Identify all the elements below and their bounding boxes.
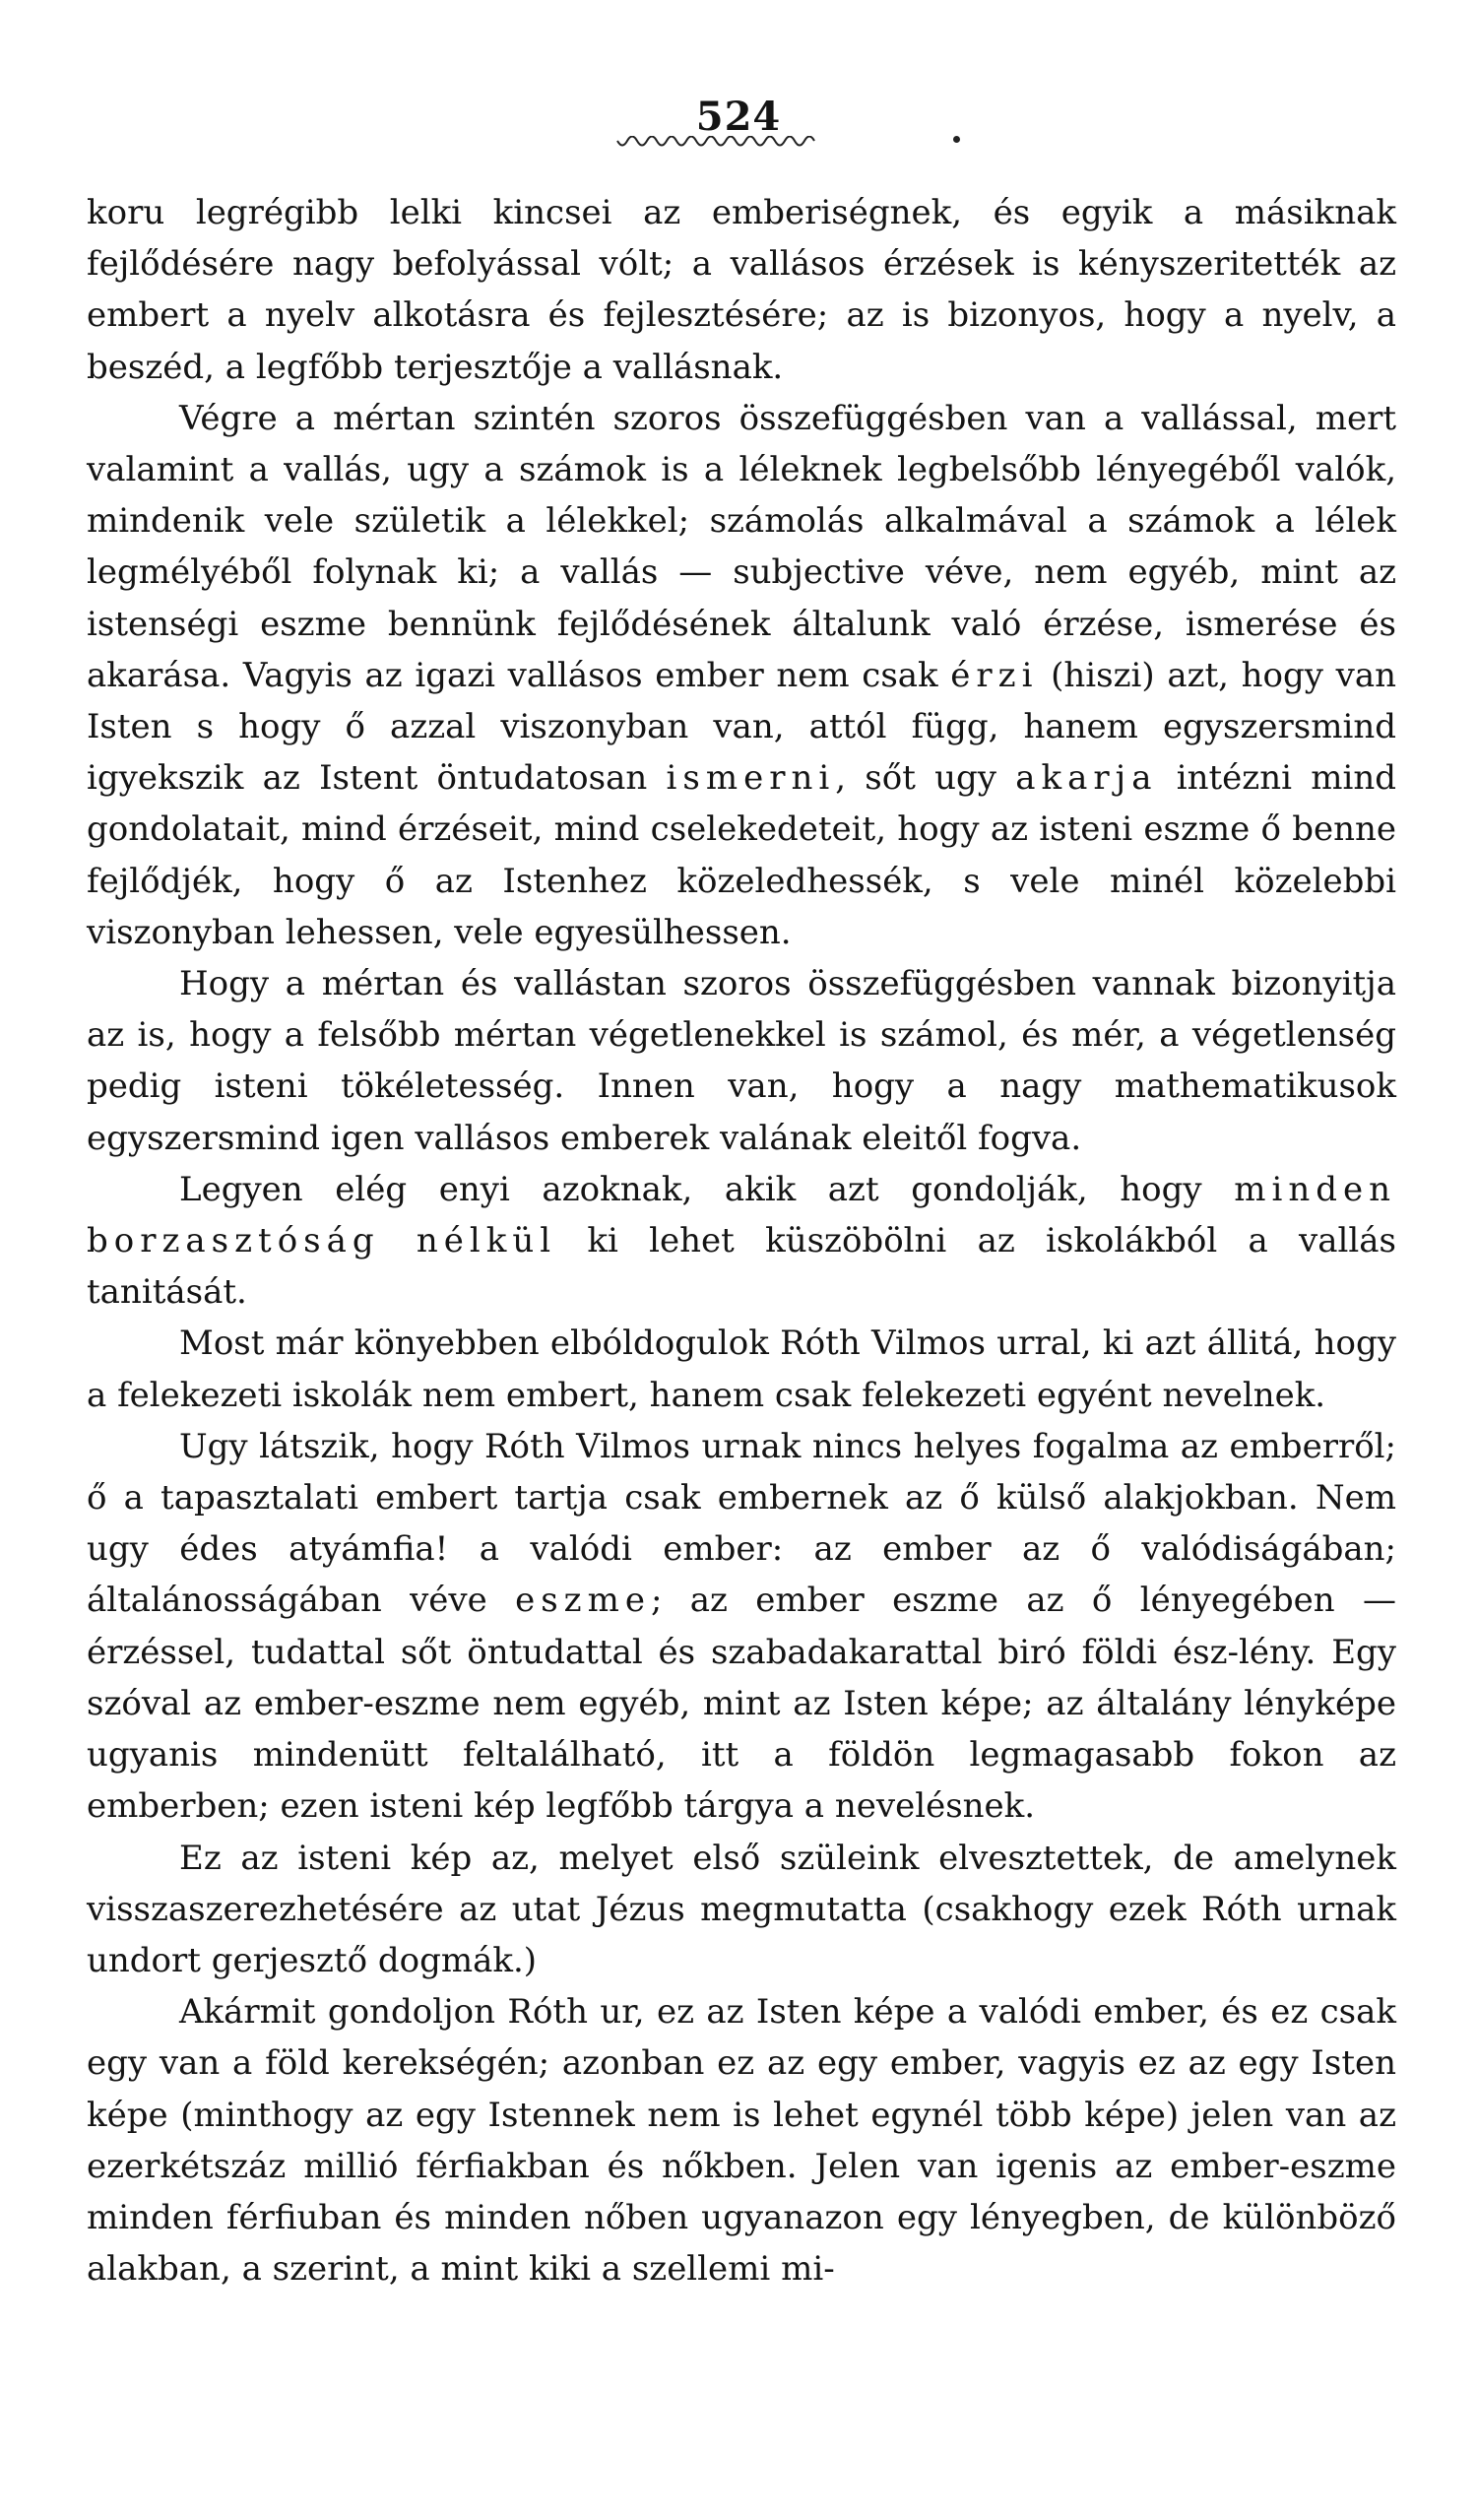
- paragraph-2: [87, 393, 1396, 958]
- paragraph-7: [87, 1833, 1396, 1987]
- ink-speck: [953, 136, 960, 143]
- body-text: [87, 187, 1396, 2294]
- page-number: 524: [695, 94, 782, 140]
- wavy-rule-ornament: [615, 136, 822, 152]
- text-segment: , sőt ugy: [835, 758, 1016, 799]
- text-segment: Most már könyebben elbóldogulok Róth Vilmos urral, ki azt állitá, hogy a felekezeti iskolák nem embert, hanem csak felekezeti egyént nevelnek.: [87, 1324, 1396, 1415]
- text-segment: Akármit gondoljon Róth ur, ez az Isten képe a valódi ember, és ez csak egy van a föld kerekségén; azonban ez az egy ember, vagyis ez az egy Isten képe (minthogy az egy Istennek nem is lehet egynél több képe) jelen van az ezerkétszáz millió férfiakban és nőkben. Jelen van igenis az ember-eszme minden férfiuban és minden nőben ugyanazon egy lényegben, de különböző alakban, a szerint, a mint kiki a szellemi mi-: [87, 1992, 1396, 2290]
- text-segment: ki lehet küszöbölni az iskolákból a vallás tanitását.: [87, 1221, 1396, 1313]
- paragraph-1: [87, 187, 1396, 393]
- text-segment: Hogy a mértan és vallástan szoros összefüggésben vannak bizonyitja az is, hogy a felsőbb mértan végetlenekkel is számol, és mér, a végetlenség pedig isteni tökéletesség. Innen van, hogy a nagy mathematikusok egyszersmind igen vallásos emberek valának eleitől fogva.: [87, 964, 1396, 1158]
- paragraph-5: [87, 1318, 1396, 1420]
- paragraph-8: [87, 1986, 1396, 2294]
- text-segment: koru legrégibb lelki kincsei az emberiségnek, és egyik a másiknak fejlődésére nagy befolyással vólt; a vallásos érzések is kényszeritették az embert a nyelv alkotásra és fejlesztésére; az is bizonyos, hogy a nyelv, a beszéd, a legfőbb terjesztője a vallásnak.: [87, 193, 1396, 387]
- text-segment: Ugy látszik, hogy Róth Vilmos urnak nincs helyes fogalma az emberről; ő a tapasztalati embert tartja csak embernek az ő külső alakjokban. Nem ugy édes atyámfia! a valódi ember: az ember az ő valódiságában; általánosságában véve: [87, 1426, 1396, 1621]
- emphasized-spaced-word: akarja: [1015, 758, 1158, 799]
- emphasized-spaced-word: ismerni: [666, 758, 836, 799]
- emphasized-spaced-word: minden borzasztóság nélkül: [87, 1169, 1396, 1261]
- text-segment: Végre a mértan szintén szoros összefüggésben van a vallással, mert valamint a vallás, ugy a számok is a léleknek legbelsőbb lényegéből valók, mindenik vele születik a lélekkel; számolás alkalmával a számok a lélek legmélyéből folynak ki; a vallás — subjective véve, nem egyéb, mint az istenségi eszme bennünk fejlődésének általunk való érzése, ismerése és akarása. Vagyis az igazi vallásos ember nem csak: [87, 398, 1396, 695]
- paragraph-4: [87, 1164, 1396, 1319]
- text-segment: Ez az isteni kép az, melyet első szüleink elvesztettek, de amelynek visszaszerezhetésére az utat Jézus megmutatta (csakhogy ezek Róth urnak undort gerjesztő dogmák.): [87, 1838, 1396, 1980]
- text-segment: (hiszi) azt, hogy van Isten s hogy ő azzal viszonyban van, attól függ, hanem egyszersmind igyekszik az Istent öntudatosan: [87, 655, 1396, 799]
- emphasized-spaced-word: érzi: [950, 655, 1039, 695]
- text-segment: ; az ember eszme az ő lényegében — érzéssel, tudattal sőt öntudattal és szabadakarattal biró földi ész-lény. Egy szóval az ember-eszme nem egyéb, mint az Isten képe; az általány lényképe ugyanis mindenütt feltalálható, itt a földön legmagasabb fokon az emberben; ezen isteni kép legfőbb tárgya a nevelésnek.: [87, 1581, 1396, 1827]
- text-segment: intézni mind gondolatait, mind érzéseit, mind cselekedeteit, hogy az isteni eszme ő benne fejlődjék, hogy ő az Istenhez közeledhessék, s vele minél közelebbi viszonyban lehessen, vele egyesülhessen.: [87, 758, 1396, 952]
- paragraph-3: [87, 958, 1396, 1164]
- paragraph-6: [87, 1421, 1396, 1833]
- emphasized-spaced-word: eszme: [515, 1581, 651, 1621]
- text-segment: Legyen elég enyi azoknak, akik azt gondolják, hogy: [179, 1169, 1235, 1209]
